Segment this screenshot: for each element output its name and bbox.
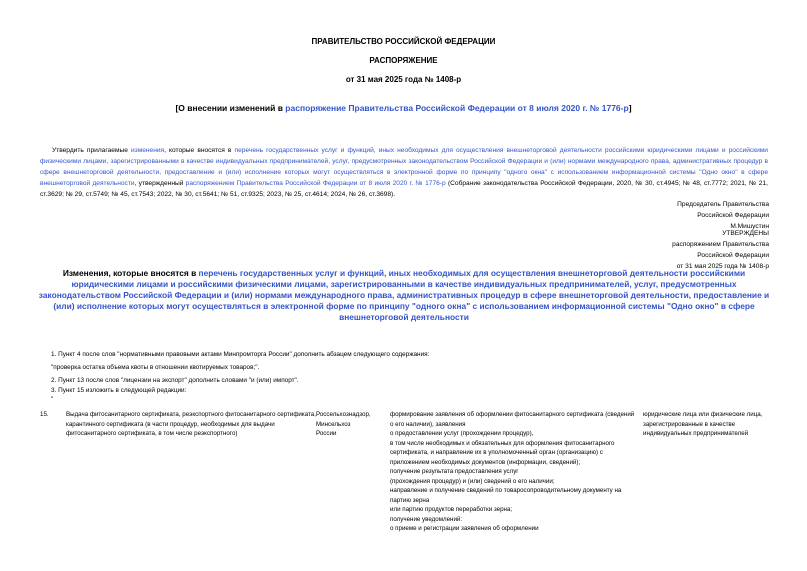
signature-name: М.Мишустин xyxy=(730,223,769,230)
table-row-step: в том числе необходимых и обязательных для оформления фитосанитарного сертификата, и направление их в уполномоченный орган (организацию) с приложением необходимых документов (информации, сведений); xyxy=(390,439,615,466)
approval-line: Российской Федерации xyxy=(697,252,769,259)
change-item-2: 2. Пункт 13 после слов "лицензии на экспорт" дополнить словами "и (или) импорт". xyxy=(51,377,299,384)
signature-country: Российской Федерации xyxy=(697,212,769,219)
approval-line: УТВЕРЖДЕНЫ xyxy=(722,230,769,237)
order-link[interactable]: распоряжением Правительства Российской Федерации от 8 июля 2020 г. № 1776-р xyxy=(185,180,446,187)
table-row-step: формирование заявления об оформлении фитосанитарного сертификата (сведений о его наличии), заявления xyxy=(390,411,635,428)
table-row-service: Выдача фитосанитарного сертификата, реэкспортного фитосанитарного сертификата, карантинного сертификата (в части процедур, необходимых для выдачи фитосанитарного сертификата, в том числе реэкспортного) xyxy=(66,411,316,437)
table-row-step: направление и получение сведений по товаросопроводительному документу на партию зерна xyxy=(390,487,622,504)
changes-title-link[interactable]: перечень государственных услуг и функций, иных необходимых для осуществления внешнеторговой деятельности российскими юридическими лицами и российскими физическими лицами, зарегистрированными в качестве индивидуальных предпринимателей, услуг, предусмотренных законодательством Российской Федерации и (или) нормами международного права, административных процедур в сфере внешнеторговой деятельности, предоставление и (или) исполнение которых могут осуществляться в электронной форме по принципу "одного окна" с использованием информационной системы "Одно окно" в сфере внешнеторговой деятельности xyxy=(38,268,770,322)
change-item-3: 3. Пункт 15 изложить в следующей редакции: xyxy=(51,387,187,394)
table-row-steps xyxy=(390,410,635,534)
changes-title-prefix: Изменения, которые вносятся в xyxy=(62,268,199,278)
table-row-step: или партию продуктов переработки зерна; xyxy=(390,506,513,513)
list-link[interactable]: перечень государственных услуг и функций, иных необходимых для осуществления внешнеторговой деятельности российскими юридическими лицами и российскими физическими лицами, зарегистрированными в качестве индивидуальных предпринимателей, услуг, предусмотренных законодательством Российской Федерации и (или) нормами международного права, административных процедур в сфере внешнеторговой деятельности, предоставление и (или) исполнение которых могут осуществляться в электронной форме по принципу "одного окна" с использованием информационной системы "Одно окно" в сфере внешнеторговой деятельности xyxy=(40,147,768,187)
body-text-segment: (Собрание законодательства Российской Федерации, 2020, № 30, ст.4945; № 48, ст.7772; 2021, № 21, ст.3629; № 29, ст.5749; № 45, ст.7543; 2022, № 30, ст.5641; № 51, ст.9325; 2023, № 25, ст.4614; 2024, № 26, ст.3698). xyxy=(40,180,768,198)
table-row-step: получение результата предоставления услуг xyxy=(390,468,519,475)
table-row-step: о предоставлении услуг (прохождении процедур), xyxy=(390,430,534,437)
table-row-step: о приеме и регистрации заявления об оформлении xyxy=(390,525,539,532)
table-row-applicants: юридические лица или физические лица, зарегистрированные в качестве индивидуальных предпринимателей xyxy=(643,411,763,437)
approval-line: распоряжением Правительства xyxy=(672,241,769,248)
document-subject xyxy=(0,103,807,113)
body-text-segment: , которые вносятся в xyxy=(164,147,235,154)
table-row-step: (прохождения процедур) и (или) сведений о его наличии; xyxy=(390,477,555,485)
subject-link[interactable]: распоряжение Правительства Российской Федерации от 8 июля 2020 г. № 1776-р xyxy=(285,103,629,113)
body-text-segment: Утвердить прилагаемые xyxy=(52,147,131,154)
change-item-1: 1. Пункт 4 после слов "нормативными правовыми актами Минпромторга России" дополнить абзацем следующего содержания: xyxy=(51,351,430,358)
open-quote-mark: " xyxy=(51,396,54,403)
table-row-number: 15. xyxy=(40,411,49,418)
body-text-segment: , утвержденный xyxy=(134,180,186,187)
document-kind: РАСПОРЯЖЕНИЕ xyxy=(369,56,438,65)
signature-title: Председатель Правительства xyxy=(677,201,769,208)
government-heading: ПРАВИТЕЛЬСТВО РОССИЙСКОЙ ФЕДЕРАЦИИ xyxy=(311,37,496,46)
main-paragraph xyxy=(40,145,768,200)
subject-suffix: ] xyxy=(628,103,632,113)
subject-prefix: [О внесении изменений в xyxy=(175,103,286,113)
change-item-1-quote: "проверка остатка объема квоты в отношении квотируемых товаров;". xyxy=(51,364,260,371)
changes-title xyxy=(38,268,770,323)
approval-line: от 31 мая 2025 года № 1408-р xyxy=(676,263,769,270)
changes-link[interactable]: изменения xyxy=(130,147,165,154)
approval-block xyxy=(569,228,769,272)
table-row-authority: Россельхознадзор, Минсельхоз России xyxy=(316,411,371,437)
document-date-number: от 31 мая 2025 года № 1408-р xyxy=(345,75,462,84)
table-row-step: получение уведомлений: xyxy=(390,515,463,523)
